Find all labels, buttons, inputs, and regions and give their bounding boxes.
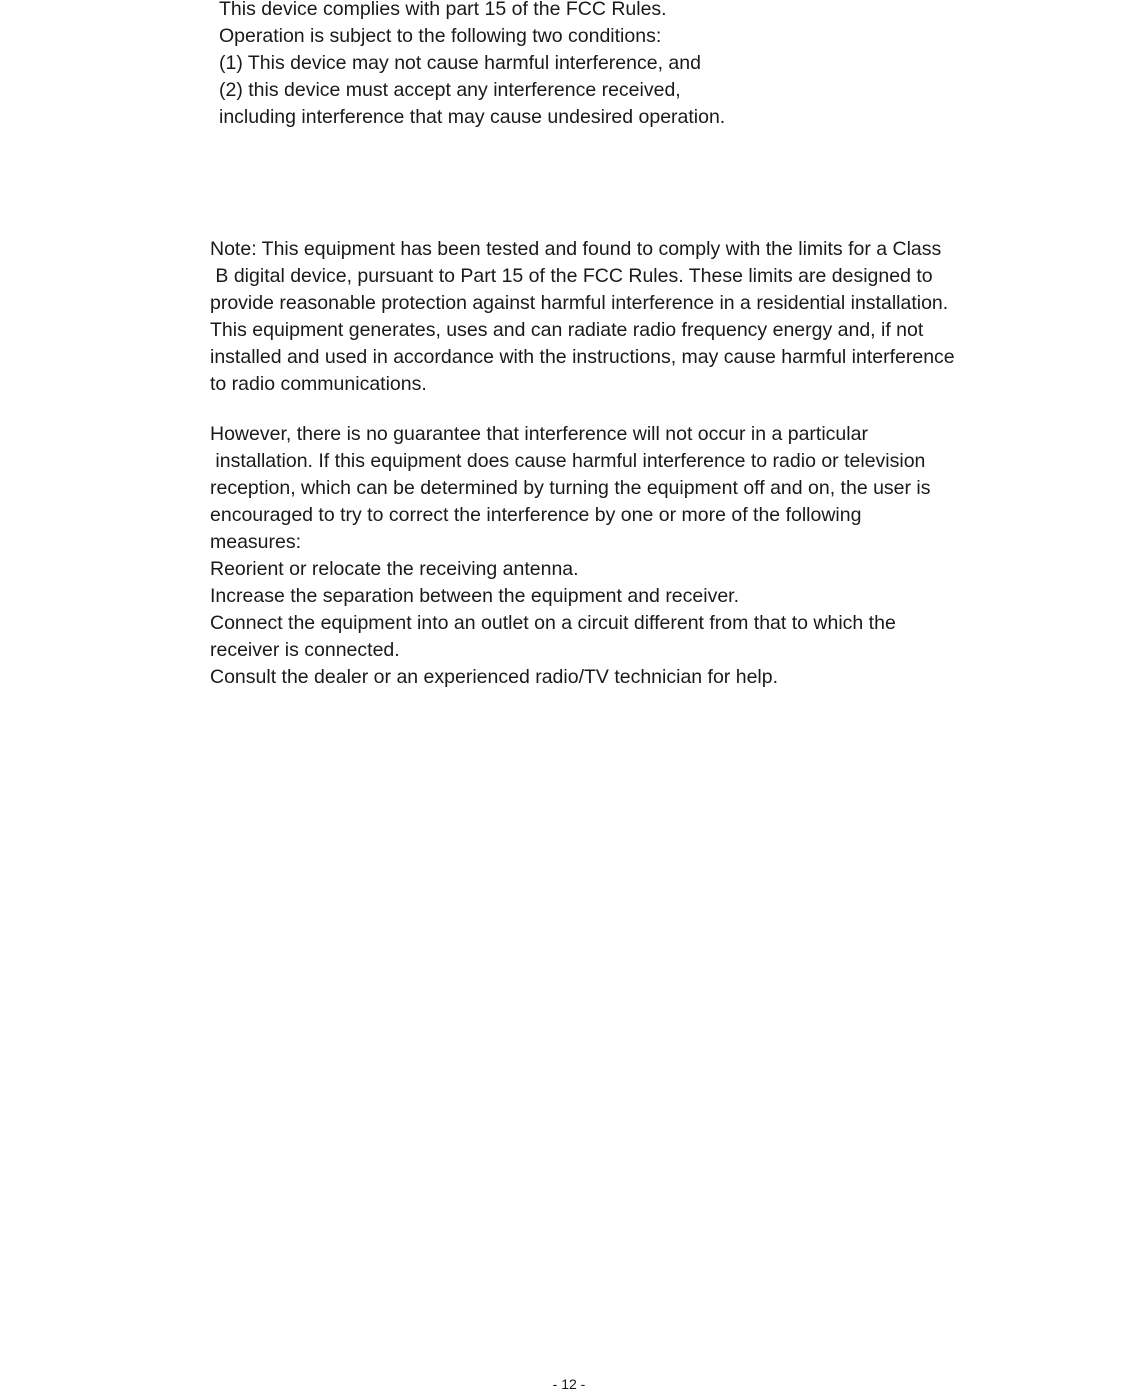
text-line: Operation is subject to the following two conditions: (219, 25, 662, 47)
text-line: This device complies with part 15 of the FCC Rules. (219, 0, 667, 20)
measure-item: Reorient or relocate the receiving antenna. (210, 558, 579, 580)
text-line: measures: (210, 531, 302, 553)
text-line: (1) This device may not cause harmful interference, and (219, 52, 701, 74)
text-line: receiver is connected. (210, 639, 400, 661)
page-number: - 12 - (552, 1376, 586, 1392)
text-line: (2) this device must accept any interference received, (219, 79, 681, 101)
text-line: including interference that may cause undesired operation. (219, 106, 726, 128)
text-line: provide reasonable protection against harmful interference in a residential installation. (210, 292, 949, 314)
measure-item: Consult the dealer or an experienced radio/TV technician for help. (210, 666, 779, 688)
text-line: installation. If this equipment does cause harmful interference to radio or television (210, 450, 926, 472)
text-line: However, there is no guarantee that interference will not occur in a particular (210, 423, 868, 445)
text-line: Note: This equipment has been tested and found to comply with the limits for a Class (210, 238, 942, 260)
text-line: to radio communications. (210, 373, 427, 395)
text-line: B digital device, pursuant to Part 15 of the FCC Rules. These limits are designed to (210, 265, 933, 287)
text-line: reception, which can be determined by turning the equipment off and on, the user is (210, 477, 931, 499)
text-line: encouraged to try to correct the interference by one or more of the following (210, 504, 862, 526)
measure-item: Increase the separation between the equipment and receiver. (210, 585, 740, 607)
measure-item: Connect the equipment into an outlet on a circuit different from that to which the (210, 612, 896, 634)
text-line: installed and used in accordance with the instructions, may cause harmful interference (210, 346, 955, 368)
text-line: This equipment generates, uses and can radiate radio frequency energy and, if not (210, 319, 924, 341)
